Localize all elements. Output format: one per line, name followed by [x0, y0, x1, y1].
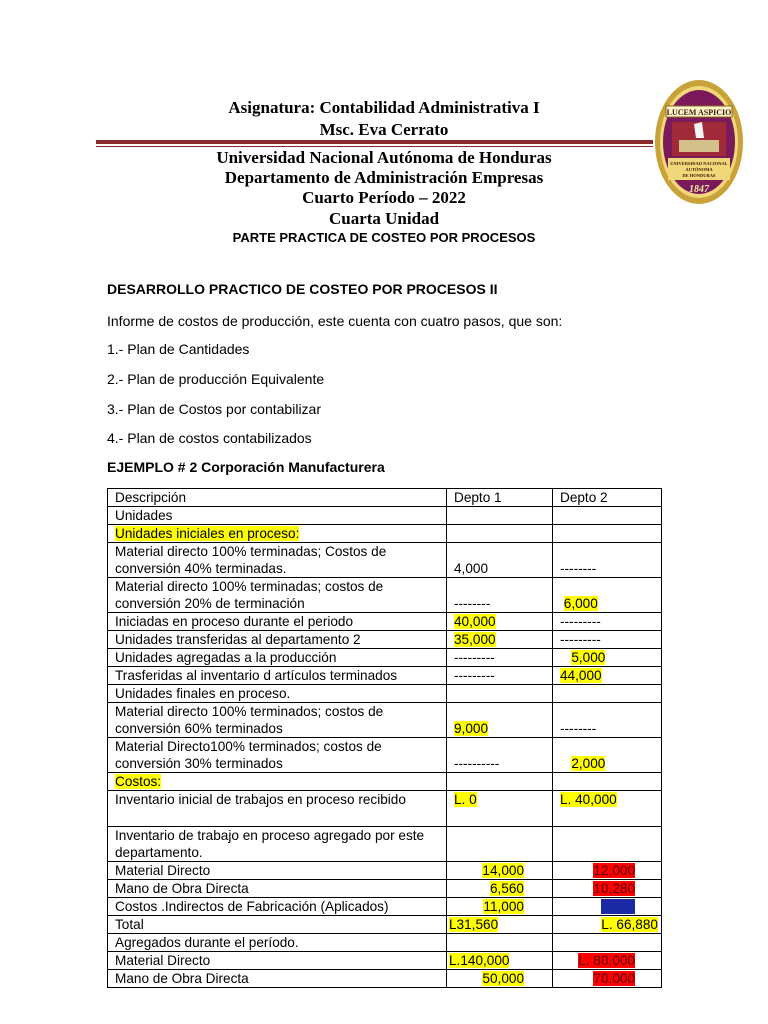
row-depto-1: --------- [447, 649, 553, 667]
row-depto-2 [553, 649, 662, 667]
step-item: 4.- Plan de costos contabilizados [107, 430, 312, 446]
row-depto-1 [447, 916, 553, 934]
header-rule-thin [96, 146, 653, 147]
row-depto-2 [553, 525, 662, 543]
highlighted-value: L.140,000 [449, 953, 510, 968]
highlighted-value: 40,000 [454, 614, 496, 629]
table-row [108, 773, 662, 791]
row-depto-2 [553, 862, 662, 880]
red-highlighted-value: 12,000 [593, 863, 635, 878]
table-row [108, 685, 662, 703]
row-depto-2 [553, 773, 662, 791]
row-depto-2 [553, 898, 662, 916]
highlighted-text: Unidades iniciales en proceso: [115, 526, 300, 541]
row-depto-1: -------- [447, 578, 553, 613]
row-depto-1 [447, 827, 553, 862]
highlighted-value: 6,000 [563, 596, 598, 611]
highlighted-value: 44,000 [560, 668, 602, 683]
row-depto-1 [447, 862, 553, 880]
row-description: Material Directo100% terminados; costos de conversión 30% terminados [108, 738, 447, 773]
row-depto-2: -------- [553, 543, 662, 578]
row-description: Trasferidas al inventario d artículos terminados [108, 667, 447, 685]
row-description: Unidades transferidas al departamento 2 [108, 631, 447, 649]
row-depto-1 [447, 507, 553, 525]
table-row [108, 578, 662, 613]
table-row [108, 631, 662, 649]
row-description: Inventario inicial de trabajos en proceso recibido [108, 791, 447, 827]
row-description: Agregados durante el período. [108, 934, 447, 952]
seal-name-line3: DE HONDURAS [682, 173, 716, 178]
red-highlighted-value: 70,000 [593, 971, 635, 986]
row-description: Material directo 100% terminadas; Costos de conversión 40% terminadas. [108, 543, 447, 578]
header-description: Descripción [108, 489, 447, 507]
row-depto-2 [553, 738, 662, 773]
highlighted-value: L. 40,000 [560, 792, 617, 807]
row-depto-1 [447, 631, 553, 649]
table-row [108, 613, 662, 631]
row-description [108, 773, 447, 791]
row-description: Unidades [108, 507, 447, 525]
row-depto-2 [553, 916, 662, 934]
table-row [108, 916, 662, 934]
department-name: Departamento de Administración Empresas [224, 168, 544, 187]
row-depto-1 [447, 773, 553, 791]
university-name: Universidad Nacional Autónoma de Honduras [216, 148, 552, 167]
row-description: Mano de Obra Directa [108, 970, 447, 988]
table-row [108, 703, 662, 738]
row-depto-2 [553, 507, 662, 525]
row-depto-2 [553, 970, 662, 988]
table-row [108, 970, 662, 988]
row-depto-2 [553, 827, 662, 862]
row-depto-2 [553, 952, 662, 970]
row-description: Unidades finales en proceso. [108, 685, 447, 703]
row-depto-1 [447, 880, 553, 898]
row-depto-1: 4,000 [447, 543, 553, 578]
subject-title: Asignatura: Contabilidad Administrativa I [228, 98, 540, 117]
table-row [108, 525, 662, 543]
seal-name-line1: UNIVERSIDAD NACIONAL [670, 161, 728, 166]
table-row [108, 952, 662, 970]
row-depto-1 [447, 934, 553, 952]
table-row [108, 738, 662, 773]
row-depto-1 [447, 613, 553, 631]
teacher-name: Msc. Eva Cerrato [319, 120, 449, 139]
header-depto-2: Depto 2 [553, 489, 662, 507]
highlighted-value: 35,000 [454, 632, 496, 647]
table-row [108, 543, 662, 578]
red-highlighted-value: L. 80,000 [578, 953, 635, 968]
row-description: Costos .Indirectos de Fabricación (Aplicados) [108, 898, 447, 916]
row-depto-1 [447, 952, 553, 970]
highlighted-value: 14,000 [482, 863, 524, 878]
university-seal-logo [654, 78, 744, 206]
row-depto-1 [447, 525, 553, 543]
row-description: Unidades agregadas a la producción [108, 649, 447, 667]
table-row [108, 862, 662, 880]
row-description: Inventario de trabajo en proceso agregado por este departamento. [108, 827, 447, 862]
step-item: 3.- Plan de Costos por contabilizar [107, 401, 321, 417]
period-label: Cuarto Período – 2022 [302, 188, 466, 207]
intro-text: Informe de costos de producción, este cuenta con cuatro pasos, que son: [107, 313, 563, 329]
highlighted-value: 5,000 [571, 650, 606, 665]
highlighted-value: 11,000 [483, 899, 524, 914]
row-depto-1 [447, 791, 553, 827]
row-depto-1 [447, 685, 553, 703]
row-description: Total [108, 916, 447, 934]
highlighted-value: 50,000 [482, 971, 524, 986]
table-row [108, 934, 662, 952]
table-row [108, 507, 662, 525]
table-row [108, 667, 662, 685]
row-depto-2 [553, 791, 662, 827]
row-depto-2 [553, 934, 662, 952]
row-depto-1 [447, 898, 553, 916]
section-title: DESARROLLO PRACTICO DE COSTEO POR PROCESOS II [107, 281, 498, 297]
highlighted-value: 9,000 [454, 721, 489, 736]
step-item: 1.- Plan de Cantidades [107, 341, 250, 357]
practice-title: PARTE PRACTICA DE COSTEO POR PROCESOS [232, 230, 536, 245]
highlighted-value: L31,560 [449, 917, 499, 932]
row-description: Mano de Obra Directa [108, 880, 447, 898]
red-highlighted-value: 10,280 [593, 881, 635, 896]
table-row [108, 898, 662, 916]
row-depto-2 [553, 880, 662, 898]
highlighted-text: Costos: [115, 774, 162, 789]
row-description: Iniciadas en proceso durante el periodo [108, 613, 447, 631]
row-description [108, 525, 447, 543]
header-depto-1: Depto 1 [447, 489, 553, 507]
highlighted-value: L. 66,880 [601, 917, 658, 932]
example-title: EJEMPLO # 2 Corporación Manufacturera [107, 459, 385, 475]
row-depto-2 [553, 578, 662, 613]
blue-highlighted-value: 4,600 [600, 899, 635, 914]
seal-name-line2: AUTÓNOMA [685, 167, 713, 172]
highlighted-value: 6,560 [489, 881, 524, 896]
unit-label: Cuarta Unidad [328, 209, 440, 228]
table-row [108, 791, 662, 827]
row-description: Material Directo [108, 862, 447, 880]
table-header-row [108, 489, 662, 507]
row-depto-1 [447, 703, 553, 738]
row-depto-1: --------- [447, 667, 553, 685]
row-depto-2: --------- [553, 631, 662, 649]
row-description: Material directo 100% terminados; costos de conversión 60% terminados [108, 703, 447, 738]
highlighted-value: 2,000 [571, 756, 606, 771]
row-depto-1 [447, 970, 553, 988]
table-row [108, 880, 662, 898]
table-row [108, 827, 662, 862]
highlighted-value: L. 0 [454, 792, 477, 807]
row-description: Material Directo [108, 952, 447, 970]
step-item: 2.- Plan de producción Equivalente [107, 371, 325, 387]
row-depto-2: -------- [553, 703, 662, 738]
seal-motto: LUCEM ASPICIO [666, 108, 732, 117]
row-depto-1: ---------- [447, 738, 553, 773]
table-row [108, 649, 662, 667]
header-rule-thick [96, 140, 653, 144]
row-description: Material directo 100% terminadas; costos de conversión 20% de terminación [108, 578, 447, 613]
cost-table [107, 488, 662, 988]
row-depto-2: --------- [553, 613, 662, 631]
row-depto-2 [553, 685, 662, 703]
row-depto-2 [553, 667, 662, 685]
seal-year: 1847 [689, 184, 709, 195]
